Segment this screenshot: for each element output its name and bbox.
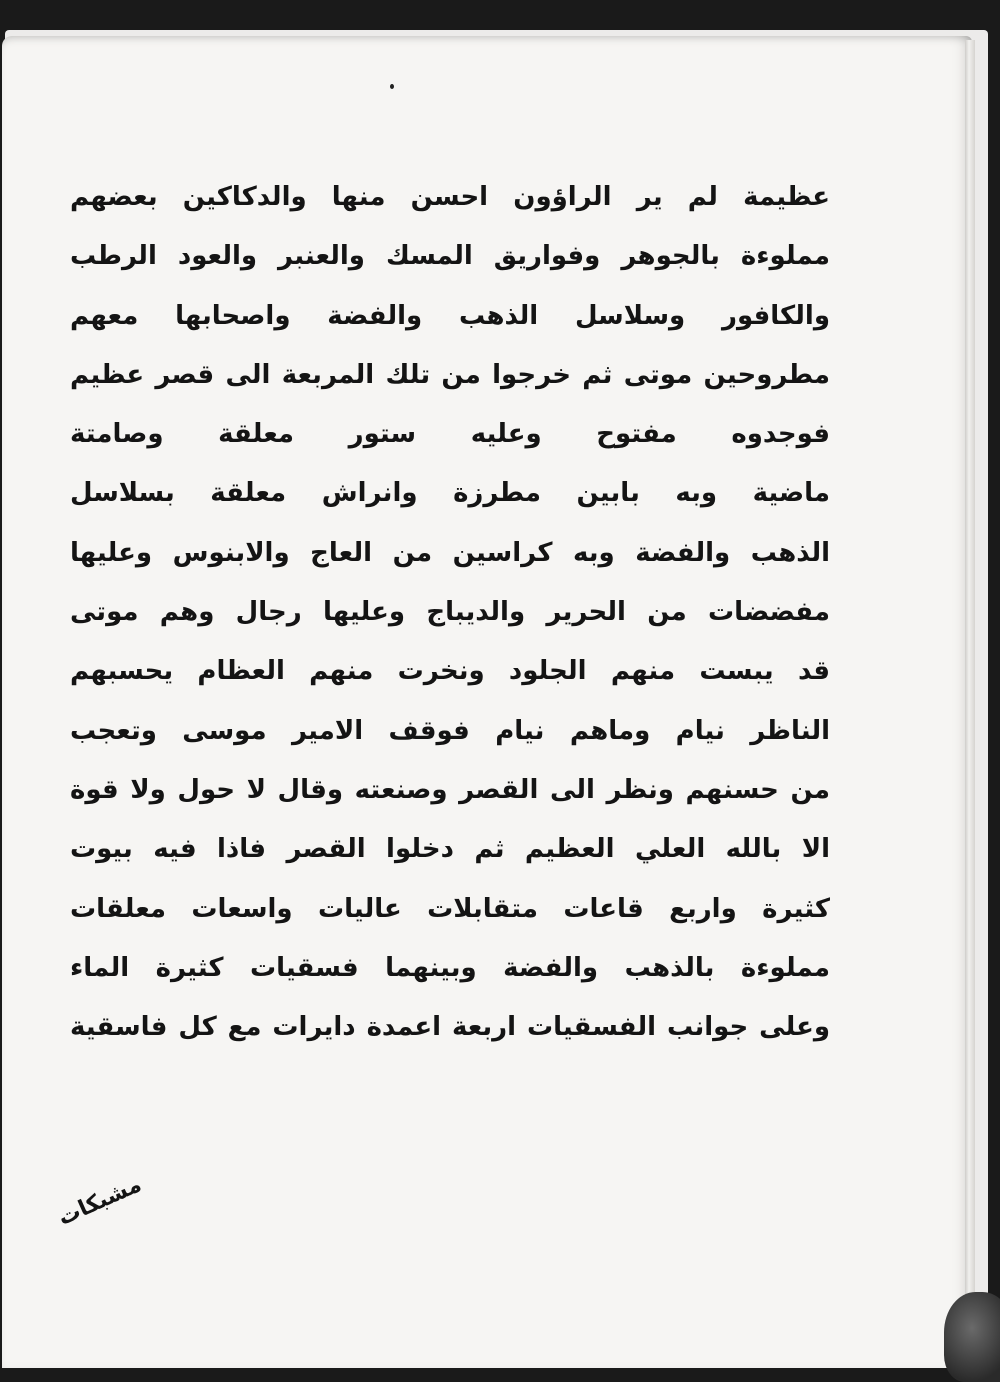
- thumb-shadow: [944, 1292, 1000, 1382]
- text-line: عظيمة لم ير الراؤون احسن منها والدكاكين بعضهم: [70, 182, 830, 212]
- text-line: مطروحين موتى ثم خرجوا من تلك المربعة الى قصر عظيم: [70, 359, 830, 390]
- text-line: مملوءة بالذهب والفضة وبينهما فسقيات كثيرة الماء: [70, 952, 830, 983]
- page-edge: [965, 40, 975, 1330]
- text-line: الذهب والفضة وبه كراسين من العاج والابنوس وعليها: [70, 537, 830, 568]
- text-line: والكافور وسلاسل الذهب والفضة واصحابها معهم: [70, 300, 830, 331]
- text-line: الناظر نيام وماهم نيام فوقف الامير موسى وتعجب: [70, 715, 830, 746]
- text-line: وعلى جوانب الفسقيات اربعة اعمدة دايرات مع كل فاسقية: [70, 1012, 830, 1043]
- text-line: كثيرة واربع قاعات متقابلات عاليات واسعات معلقات: [70, 893, 830, 924]
- manuscript-text: [70, 168, 830, 1057]
- ink-dot: [390, 84, 394, 89]
- text-line: قد يبست منهم الجلود ونخرت منهم العظام يحسبهم: [70, 656, 830, 687]
- text-line: مملوءة بالجوهر وفواريق المسك والعنبر والعود الرطب: [70, 241, 830, 272]
- text-line: الا بالله العلي العظيم ثم دخلوا القصر فاذا فيه بيوت: [70, 834, 830, 865]
- catchword: مشبكات: [54, 1172, 146, 1231]
- text-line: فوجدوه مفتوح وعليه ستور معلقة وصامتة: [70, 419, 830, 450]
- text-line: من حسنهم ونظر الى القصر وصنعته وقال لا حول ولا قوة: [70, 774, 830, 805]
- text-line: مفضضات من الحرير والديباج وعليها رجال وهم موتى: [70, 597, 830, 628]
- text-line: ماضية وبه بابين مطرزة وانراش معلقة بسلاسل: [70, 478, 830, 509]
